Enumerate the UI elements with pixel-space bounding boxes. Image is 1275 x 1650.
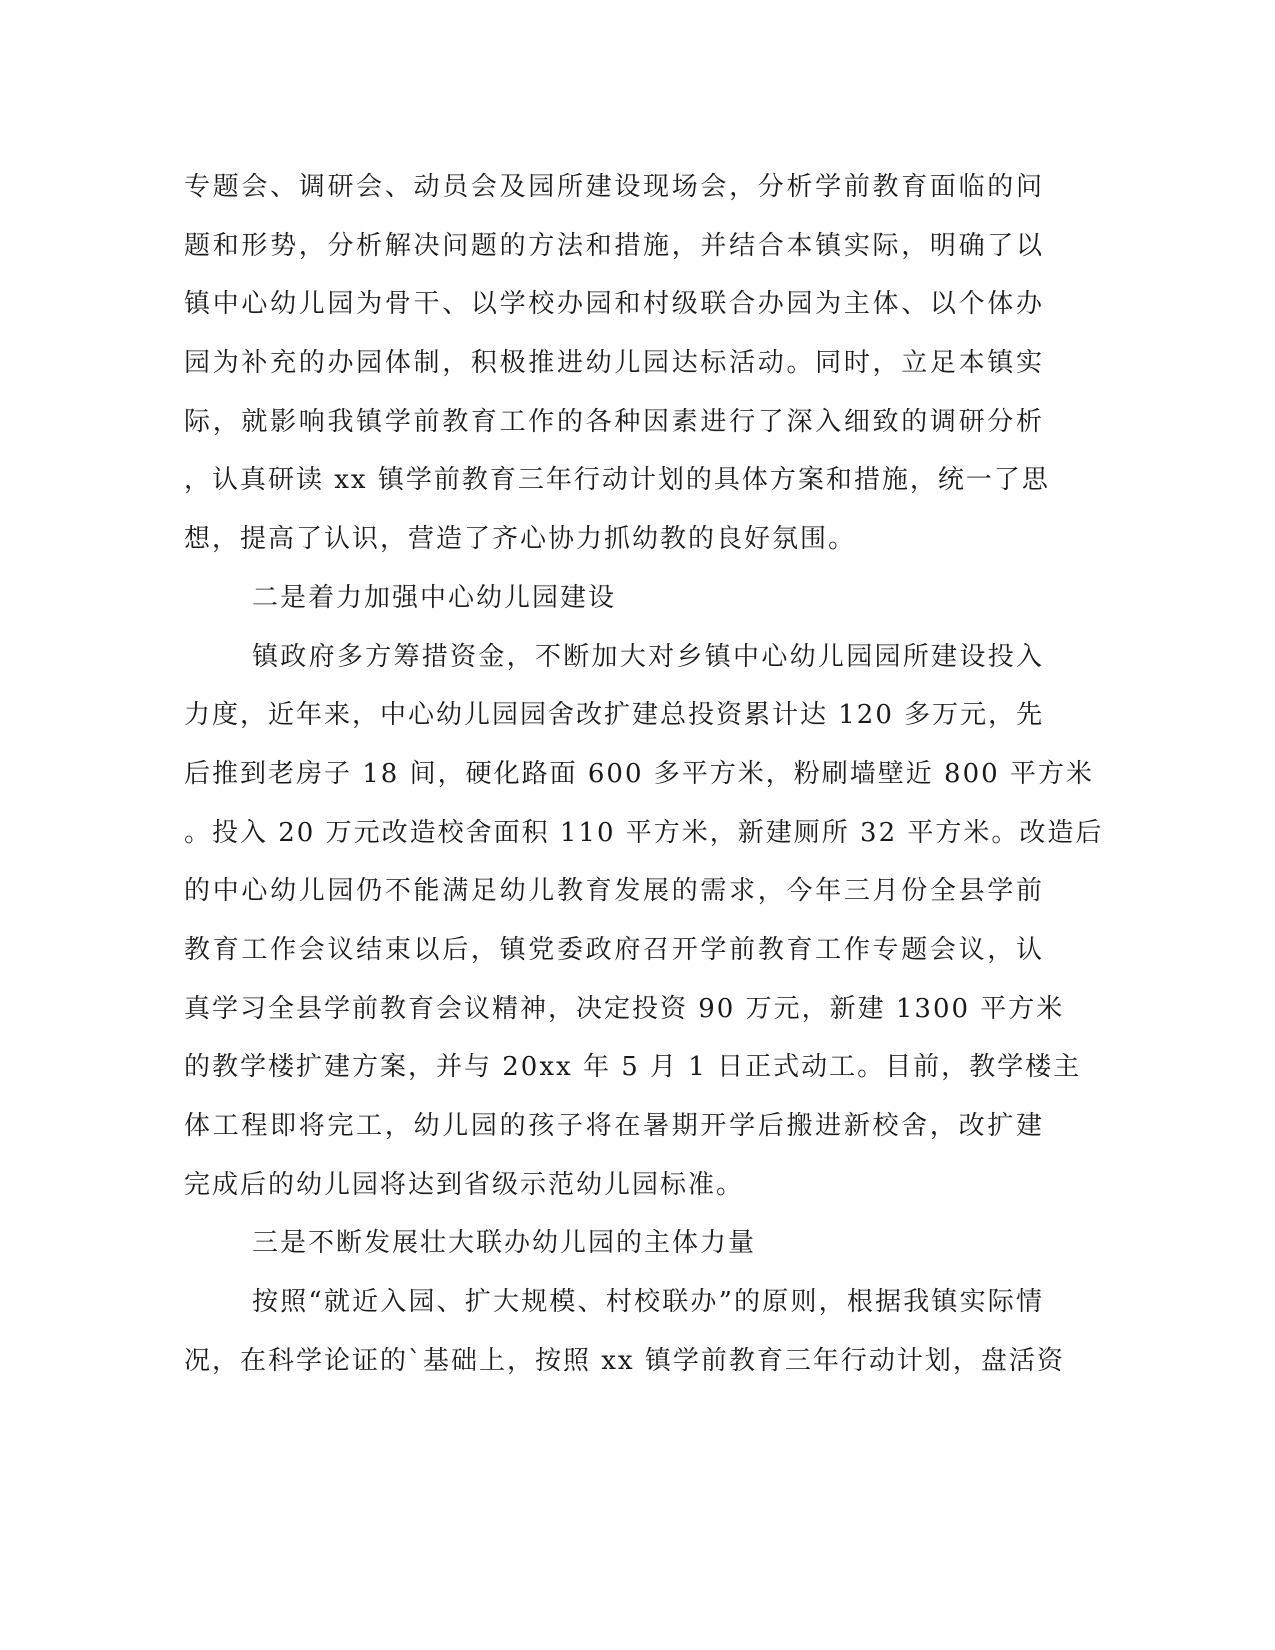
text-line: 后推到老房子 18 间，硬化路面 600 多平方米，粉刷墙壁近 800 平方米 [184,758,1094,789]
text-line: 力度，近年来，中心幼儿园园舍改扩建总投资累计达 120 多万元，先 [184,700,1045,731]
text-line: 的教学楼扩建方案，并与 20xx 年 5 月 1 日正式动工。目前，教学楼主 [184,1052,1082,1083]
text-line: 真学习全县学前教育会议精神，决定投资 90 万元，新建 1300 平方米 [184,993,1065,1024]
text-line: 完成后的幼儿园将达到省级示范幼儿园标准。 [184,1169,745,1200]
text-line: 想，提高了认识，营造了齐心协力抓幼教的良好氛围。 [184,524,857,555]
text-line: 按照“就近入园、扩大规模、村校联办”的原则，根据我镇实际情 [252,1287,1044,1318]
text-line: 专题会、调研会、动员会及园所建设现场会，分析学前教育面临的问 [184,172,1044,202]
text-line: 。投入 20 万元改造校舍面积 110 平方米，新建厕所 32 平方米。改造后 [184,817,1104,848]
text-line: 体工程即将完工，幼儿园的孩子将在暑期开学后搬进新校舍，改扩建 [184,1111,1044,1141]
text-line: 园为补充的办园体制，积极推进幼儿园达标活动。同时，立足本镇实 [184,348,1044,379]
text-line: ，认真研读 xx 镇学前教育三年行动计划的具体方案和措施，统一了思 [184,465,1050,496]
document-body [184,158,1104,1390]
section-heading: 二是着力加强中心幼儿园建设 [252,582,617,613]
text-line: 镇中心幼儿园为骨干、以学校办园和村级联合办园为主体、以个体办 [184,289,1044,320]
text-line: 际，就影响我镇学前教育工作的各种因素进行了深入细致的调研分析 [184,406,1044,437]
section-heading: 三是不断发展壮大联办幼儿园的主体力量 [252,1228,757,1259]
text-line: 镇政府多方筹措资金，不断加大对乡镇中心幼儿园园所建设投入 [252,641,1044,672]
text-line: 教育工作会议结束以后，镇党委政府召开学前教育工作专题会议，认 [184,934,1044,965]
text-line: 题和形势，分析解决问题的方法和措施，并结合本镇实际，明确了以 [184,230,1044,261]
text-line: 况，在科学论证的`基础上，按照 xx 镇学前教育三年行动计划，盘活资 [184,1345,1065,1376]
text-line: 的中心幼儿园仍不能满足幼儿教育发展的需求，今年三月份全县学前 [184,876,1044,907]
